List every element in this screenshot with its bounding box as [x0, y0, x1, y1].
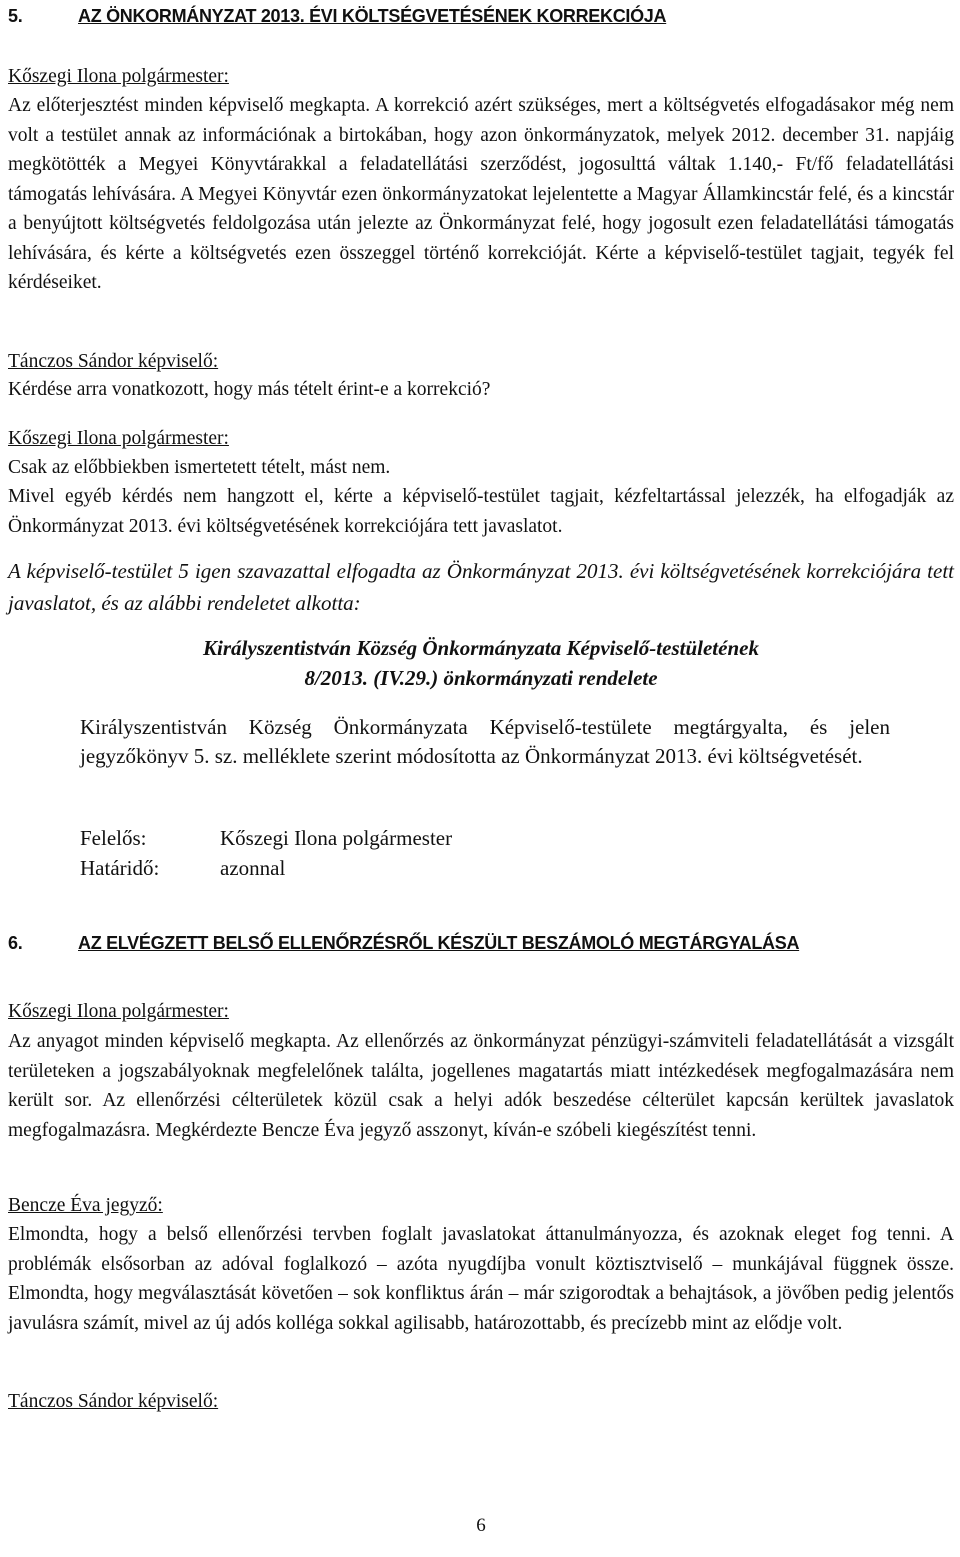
decree-body: Királyszentistván Község Önkormányzata Képviselő-testülete megtárgyalta, és jelen jegyzőkönyv 5. sz. melléklete szerint módosította az Önkormányzat 2013. évi költségvetését. [80, 715, 890, 768]
section-5-number: 5. [8, 6, 23, 26]
responsible-value: Kőszegi Ilona polgármester [220, 826, 453, 850]
section-6-heading [8, 933, 954, 954]
speaker-mayor-2: Kőszegi Ilona polgármester: [8, 428, 229, 449]
section-6-title: AZ ELVÉGZETT BELSŐ ELLENŐRZÉSRŐL KÉSZÜLT BESZÁMOLÓ MEGTÁRGYALÁSA [78, 933, 800, 953]
section-6-number: 6. [8, 933, 23, 953]
mayor-statement-budget: Az előterjesztést minden képviselő megkapta. A korrekció azért szükséges, mert a költségvetés elfogadásakor még nem volt a testület annak az információnak a birtokában, hogy azon önkormányzatok, melyek 2012. december 31. napjáig megkötötték a Megyei Könyvtárakkal a feladatellátási szerződést, jogosulttá váltak 1.140,- Ft/fő feladatellátási támogatás lehívására. A Megyei Könyvtár ezen önkormányzatokat lejelentette a Magyar Államkincstár felé, és a kincstár a benyújtott költségvetés feldolgozása után jelezte az Önkormányzat felé, hogy jogosult ezen feladatellátási támogatás lehívására, és kérte a költségvetés ezen összeggel történő korrekcióját. Kérte a képviselő-testület tagjait, tegyék fel kérdéseiket. [8, 95, 954, 293]
section-5-heading [8, 6, 954, 27]
responsible-label: Felelős: [80, 826, 147, 850]
speaker-tanczos-1: Tánczos Sándor képviselő: [8, 351, 219, 372]
mayor-answer: Csak az előbbiekben ismertetett tételt, mást nem. [8, 457, 391, 478]
mayor-vote-call: Mivel egyéb kérdés nem hangzott el, kérte a képviselő-testület tagjait, kézfeltartással jelezzék, ha elfogadják az Önkormányzat 2013. évi költségvetésének korrekciójára tett javaslatot. [8, 486, 954, 537]
tanczos-question: Kérdése arra vonatkozott, hogy más tételt érint-e a korrekció? [8, 379, 491, 400]
page-number: 6 [476, 1515, 486, 1536]
speaker-notary: Bencze Éva jegyző: [8, 1195, 163, 1216]
deadline-value: azonnal [220, 856, 286, 880]
speaker-mayor-1: Kőszegi Ilona polgármester: [8, 66, 229, 87]
document-page [8, 0, 954, 1557]
decree-title-line2: 8/2013. (IV.29.) önkormányzati rendelete [304, 666, 658, 690]
deadline-row [80, 856, 285, 881]
deadline-label: Határidő: [80, 856, 160, 880]
section-5-title: AZ ÖNKORMÁNYZAT 2013. ÉVI KÖLTSÉGVETÉSÉNEK KORREKCIÓJA [78, 6, 667, 26]
notary-statement: Elmondta, hogy a belső ellenőrzési tervben foglalt javaslatokat áttanulmányozza, és azoknak eleget fog tenni. A problémák elsősorban az adóval foglalkozó – azóta nyugdíjba vonult köztisztviselő – munkájával függnek össze. Elmondta, hogy megválasztását követően – sok konfliktus árán – már szigorodtak a behajtások, a jövőben pedig jelentős javulásra számít, mivel az új adós kolléga sokkal agilisabb, határozottabb, és precízebb mint az elődje volt. [8, 1224, 954, 1334]
speaker-tanczos-2: Tánczos Sándor képviselő: [8, 1391, 219, 1412]
responsible-row [80, 826, 452, 851]
mayor-statement-audit: Az anyagot minden képviselő megkapta. Az ellenőrzés az önkormányzat pénzügyi-számviteli feladatellátását a vizsgált területeken a jogszabályoknak megfelelőnek találta, jogellenes magatartás miatt intézkedések megfogalmazására nem került sor. Az ellenőrzési célterületek közül csak a helyi adók beszedése célterület kapcsán kerültek javaslatok megfogalmazásra. Megkérdezte Bencze Éva jegyző asszonyt, kíván-e szóbeli kiegészítést tenni. [8, 1031, 954, 1141]
speaker-mayor-3: Kőszegi Ilona polgármester: [8, 1001, 229, 1022]
vote-result: A képviselő-testület 5 igen szavazattal elfogadta az Önkormányzat 2013. évi költségvetésének korrekciójára tett javaslatot, és az alábbi rendeletet alkotta: [8, 559, 954, 615]
decree-title-line1: Királyszentistván Község Önkormányzata Képviselő-testületének [203, 636, 759, 660]
